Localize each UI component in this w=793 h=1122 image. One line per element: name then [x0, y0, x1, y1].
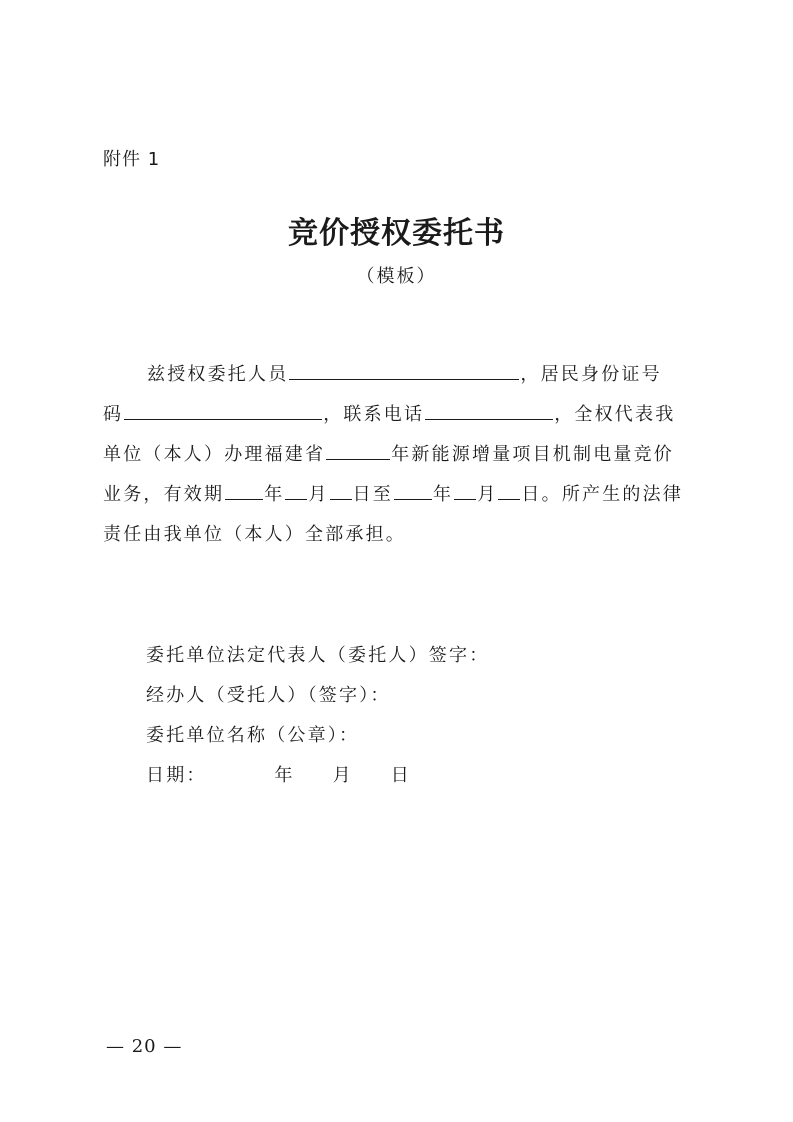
- blank-end-month[interactable]: [454, 481, 476, 500]
- text-month: 月: [477, 484, 498, 505]
- text-full-authority: ，全权代表我: [554, 404, 676, 425]
- text-code: 码: [103, 404, 124, 425]
- text-day-to: 日至: [352, 484, 394, 505]
- blank-start-year[interactable]: [225, 481, 263, 500]
- paragraph-line-1: [147, 360, 662, 386]
- text-validity: 业务，有效期: [103, 484, 225, 505]
- text-month: 月: [308, 484, 329, 505]
- date-row: [146, 761, 411, 787]
- blank-year[interactable]: [326, 441, 390, 460]
- text-year: 年: [264, 484, 285, 505]
- text-id-number: ，居民身份证号: [520, 364, 662, 385]
- blank-agent-name[interactable]: [289, 361, 519, 380]
- page-number: — 20 —: [106, 1036, 183, 1057]
- paragraph-line-2: [103, 400, 675, 426]
- date-month: 月: [332, 765, 353, 786]
- blank-id-number[interactable]: [124, 401, 322, 420]
- date-year: 年: [274, 765, 295, 786]
- text-year: 年: [433, 484, 454, 505]
- blank-end-year[interactable]: [394, 481, 432, 500]
- paragraph-line-5: [103, 520, 406, 546]
- legal-rep-signature-label: 委托单位法定代表人（委托人）签字：: [146, 645, 490, 666]
- text-responsibility: 责任由我单位（本人）全部承担。: [103, 524, 406, 545]
- document-title: 竞价授权委托书: [288, 216, 505, 251]
- document-subtitle: （模板）: [356, 266, 437, 287]
- agent-signature-label: 经办人（受托人）（签字）：: [146, 685, 391, 706]
- blank-start-month[interactable]: [285, 481, 307, 500]
- paragraph-line-4: [103, 480, 683, 506]
- paragraph-line-3: [103, 440, 674, 466]
- date-day: 日: [390, 765, 411, 786]
- text-phone: ，联系电话: [323, 404, 425, 425]
- blank-start-day[interactable]: [330, 481, 352, 500]
- date-label: 日期：: [146, 765, 207, 786]
- text-authorize-person: 兹授权委托人员: [147, 364, 289, 385]
- attachment-label: 附件 1: [103, 149, 161, 170]
- blank-phone[interactable]: [425, 401, 553, 420]
- blank-end-day[interactable]: [498, 481, 520, 500]
- text-unit-handle: 单位（本人）办理福建省: [103, 444, 326, 465]
- text-project: 年新能源增量项目机制电量竞价: [391, 444, 675, 465]
- company-seal-label: 委托单位名称（公章）：: [146, 725, 360, 746]
- text-day-liability: 日。所产生的法律: [521, 484, 684, 505]
